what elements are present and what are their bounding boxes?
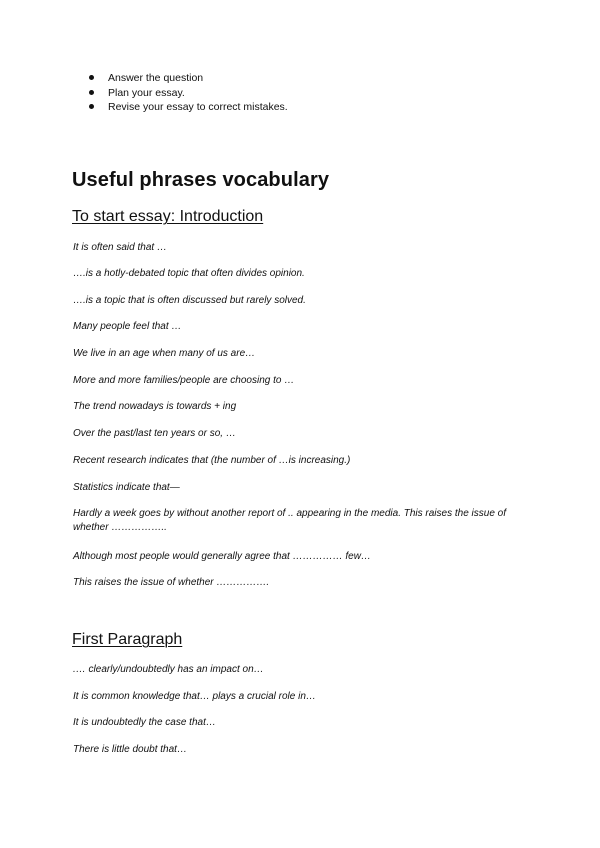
instruction-list xyxy=(88,71,288,115)
bullet-icon xyxy=(89,104,94,109)
list-item-text: Revise your essay to correct mistakes. xyxy=(108,101,288,113)
list-item xyxy=(88,100,288,115)
phrase-line: ….is a topic that is often discussed but rarely solved. xyxy=(73,295,306,306)
list-item-text: Answer the question xyxy=(108,72,204,84)
phrase-line: Over the past/last ten years or so, … xyxy=(73,428,236,439)
phrase-line: ….is a hotly-debated topic that often divides opinion. xyxy=(73,268,305,279)
list-item-text: Plan your essay. xyxy=(108,86,185,99)
bullet-icon xyxy=(89,75,94,80)
page-title: Useful phrases vocabulary xyxy=(72,169,330,191)
phrase-line: It is undoubtedly the case that… xyxy=(73,717,216,728)
phrase-line: Many people feel that … xyxy=(73,321,182,332)
phrase-line: .… clearly/undoubtedly has an impact on… xyxy=(73,664,264,675)
list-item xyxy=(88,71,288,86)
phrase-line: We live in an age when many of us are… xyxy=(73,348,256,359)
phrase-line: The trend nowadays is towards + ing xyxy=(73,401,237,412)
bullet-icon xyxy=(89,90,94,95)
section-heading-first-paragraph: First Paragraph xyxy=(72,631,183,648)
phrase-line: It is common knowledge that… plays a crucial role in… xyxy=(73,691,316,702)
phrase-line: Although most people would generally agree that …………… few… xyxy=(73,551,371,562)
phrase-line: Recent research indicates that (the number of …is increasing.) xyxy=(73,455,351,466)
phrase-line: It is often said that … xyxy=(73,242,167,253)
phrase-line: More and more families/people are choosing to … xyxy=(73,375,295,386)
phrase-line: This raises the issue of whether ……………. xyxy=(73,577,270,588)
phrase-line: Hardly a week goes by without another report of .. appearing in the media. This raises the issue of whether …………….. xyxy=(73,508,507,533)
section-heading-introduction: To start essay: Introduction xyxy=(72,208,264,225)
phrase-line: There is little doubt that… xyxy=(73,744,187,755)
phrase-line: Statistics indicate that— xyxy=(73,482,180,493)
list-item xyxy=(88,86,288,101)
